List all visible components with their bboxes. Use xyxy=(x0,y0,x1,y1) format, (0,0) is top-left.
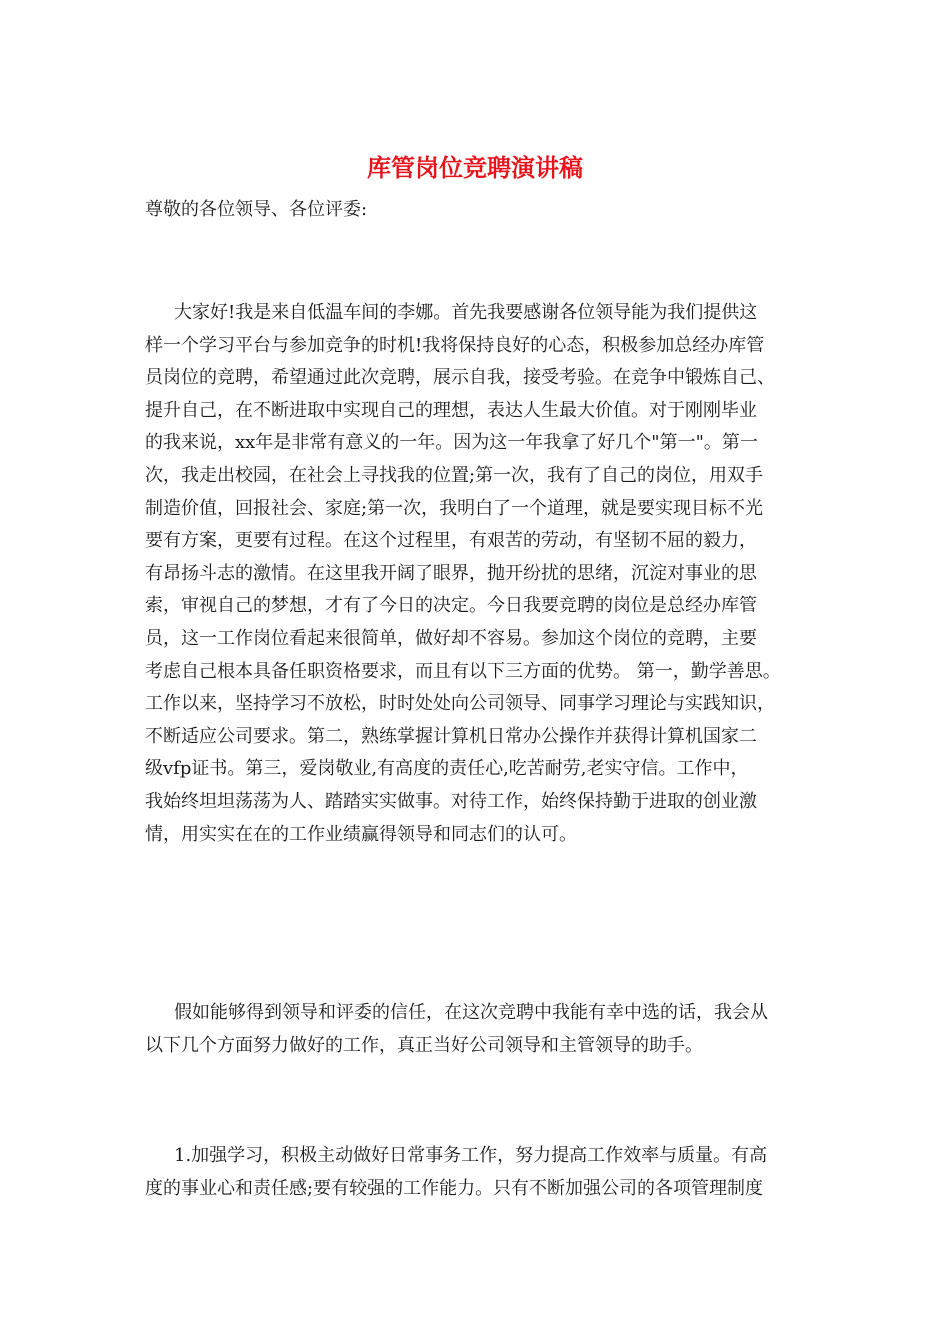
paragraph-line: 考虑自己根本具备任职资格要求，而且有以下三方面的优势。 第一，勤学善思。 xyxy=(145,660,781,682)
paragraph-line: 有昂扬斗志的激情。在这里我开阔了眼界，抛开纷扰的思绪，沉淀对事业的思 xyxy=(145,562,757,584)
paragraph-point-1 xyxy=(145,1140,767,1205)
document-title: 库管岗位竞聘演讲稿 xyxy=(367,153,583,182)
paragraph-line: 1.加强学习，积极主动做好日常事务工作，努力提高工作效率与质量。有高 xyxy=(174,1145,768,1166)
paragraph-line: 索，审视自己的梦想，才有了今日的决定。今日我要竞聘的岗位是总经办库管 xyxy=(145,595,757,617)
paragraph-line: 的我来说，xx年是非常有意义的一年。因为这一年我拿了好几个"第一"。第一 xyxy=(145,432,758,454)
paragraph-line: 员岗位的竞聘，希望通过此次竞聘，展示自我，接受考验。在竞争中锻炼自己、 xyxy=(145,367,775,389)
paragraph-line: 员，这一工作岗位看起来很简单，做好却不容易。参加这个岗位的竞聘，主要 xyxy=(145,627,757,649)
paragraph-line: 情，用实实在在的工作业绩赢得领导和同志们的认可。 xyxy=(145,823,577,845)
paragraph-line: 样一个学习平台与参加竞争的时机!我将保持良好的心态，积极参加总经办库管 xyxy=(145,334,765,356)
paragraph-line: 大家好!我是来自低温车间的李娜。首先我要感谢各位领导能为我们提供这 xyxy=(174,302,758,323)
paragraph-line: 假如能够得到领导和评委的信任，在这次竞聘中我能有幸中选的话，我会从 xyxy=(174,1002,768,1023)
paragraph-intro xyxy=(145,297,781,851)
paragraph-line: 级vfp证书。第三，爱岗敬业,有高度的责任心,吃苦耐劳,老实守信。工作中， xyxy=(145,758,749,780)
paragraph-line: 提升自己，在不断进取中实现自己的理想，表达人生最大价值。对于刚刚毕业 xyxy=(145,399,757,421)
paragraph-line: 次，我走出校园，在社会上寻找我的位置;第一次，我有了自己的岗位，用双手 xyxy=(145,464,764,486)
paragraph-line: 以下几个方面努力做好的工作，真正当好公司领导和主管领导的助手。 xyxy=(145,1034,703,1056)
paragraph-line: 度的事业心和责任感;要有较强的工作能力。只有不断加强公司的各项管理制度 xyxy=(145,1177,764,1199)
paragraph-line: 不断适应公司要求。第二，熟练掌握计算机日常办公操作并获得计算机国家二 xyxy=(145,725,757,747)
paragraph-line: 要有方案，更要有过程。在这个过程里，有艰苦的劳动，有坚韧不屈的毅力， xyxy=(145,530,757,552)
greeting: 尊敬的各位领导、各位评委: xyxy=(145,199,368,220)
paragraph-commitment xyxy=(145,997,768,1062)
paragraph-line: 我始终坦坦荡荡为人、踏踏实实做事。对待工作，始终保持勤于进取的创业激 xyxy=(145,790,757,812)
paragraph-line: 工作以来，坚持学习不放松，时时处处向公司领导、同事学习理论与实践知识， xyxy=(145,693,775,715)
paragraph-line: 制造价值，回报社会、家庭;第一次，我明白了一个道理，就是要实现目标不光 xyxy=(145,497,764,519)
